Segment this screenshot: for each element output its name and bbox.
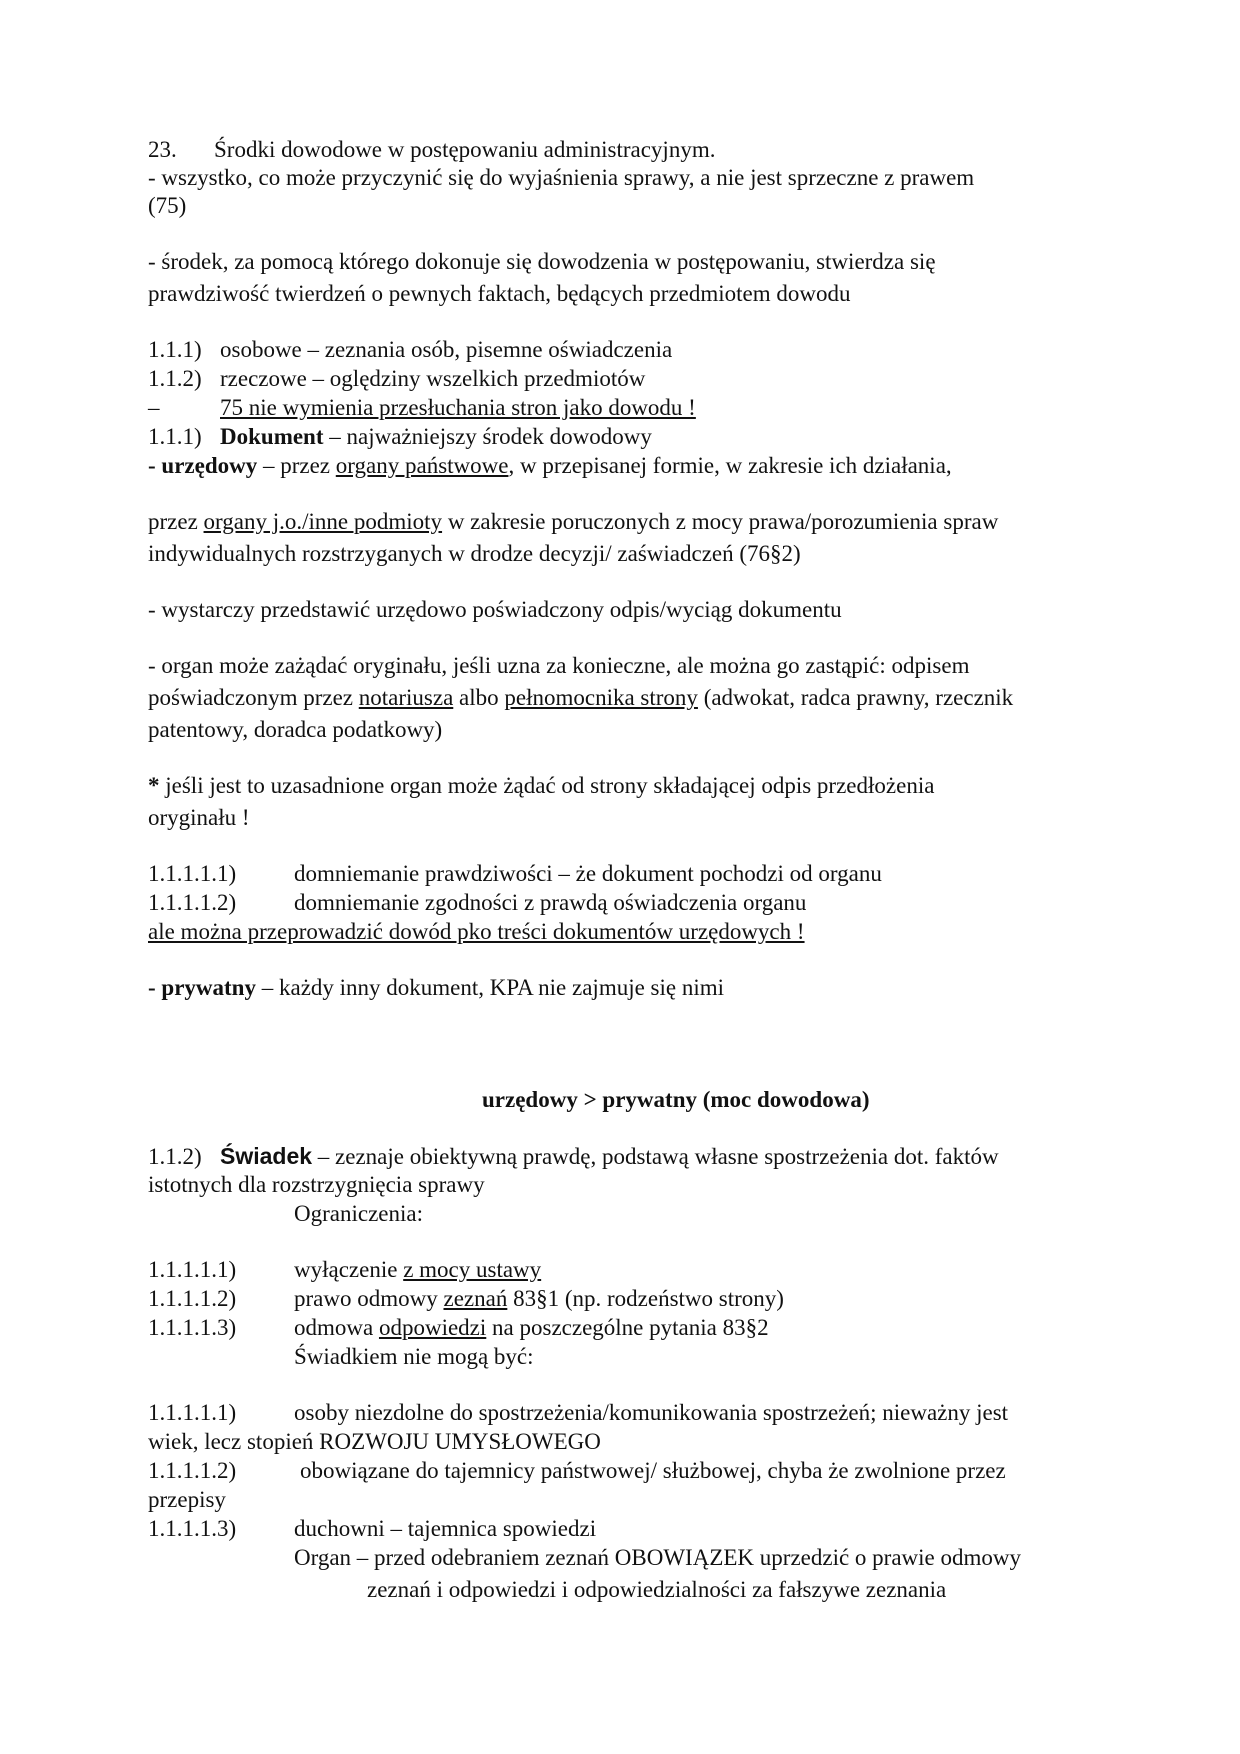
srodek-line-2: prawdziwość twierdzeń o pewnych faktach, będących przedmiotem dowodu bbox=[148, 281, 851, 306]
underlined-note: 75 nie wymienia przesłuchania stron jako dowodu ! bbox=[220, 395, 696, 420]
prywatny-label: - prywatny bbox=[148, 975, 256, 1000]
swiadek-line-1: 1.1.2) Świadek – zeznaje obiektywną prawdę, podstawą własne spostrzeżenia dot. faktów bbox=[148, 1143, 999, 1169]
presumption-note: ale można przeprowadzić dowód pko treści dokumentów urzędowych ! bbox=[148, 919, 805, 944]
list-item: – 75 nie wymienia przesłuchania stron jako dowodu ! bbox=[148, 395, 696, 420]
cannot-title: Świadkiem nie mogą być: bbox=[294, 1344, 534, 1369]
list-item-continued: wiek, lecz stopień ROZWOJU UMYSŁOWEGO bbox=[148, 1429, 601, 1454]
limits-title: Ograniczenia: bbox=[294, 1201, 423, 1226]
definition-line-2: (75) bbox=[148, 193, 187, 218]
definition-line-1: - wszystko, co może przyczynić się do wyjaśnienia sprawy, a nie jest sprzeczne z prawem bbox=[148, 165, 975, 190]
list-item-continued: przepisy bbox=[148, 1487, 226, 1512]
note-line-1: * jeśli jest to uzasadnione organ może żądać od strony składającej odpis przedłożenia bbox=[148, 773, 935, 798]
list-item: 1.1.1.1.1) wyłączenie z mocy ustawy bbox=[148, 1257, 542, 1282]
organ-line-3: patentowy, doradca podatkowy) bbox=[148, 717, 443, 742]
list-item: 1.1.1.1.3) odmowa odpowiedzi na poszczególne pytania 83§2 bbox=[148, 1315, 769, 1340]
dokument-line: 1.1.1) Dokument – najważniejszy środek dowodowy bbox=[148, 424, 652, 449]
urzedowy-label: - urzędowy bbox=[148, 453, 258, 478]
list-item: 1.1.1.1.1) osoby niezdolne do spostrzeżenia/komunikowania spostrzeżeń; nieważny jest bbox=[148, 1400, 1009, 1425]
urzedowy-line-2: przez organy j.o./inne podmioty w zakresie poruczonych z mocy prawa/porozumienia spraw bbox=[148, 509, 999, 534]
note-line-2: oryginału ! bbox=[148, 805, 250, 830]
final-line-1: Organ – przed odebraniem zeznań OBOWIĄZEK uprzedzić o prawie odmowy bbox=[294, 1545, 1021, 1570]
section-title: Środki dowodowe w postępowaniu administracyjnym. bbox=[214, 137, 716, 162]
list-item: 1.1.1.1.2) obowiązane do tajemnicy państwowej/ służbowej, chyba że zwolnione przez bbox=[148, 1458, 1006, 1483]
list-item: 1.1.1.1.2) prawo odmowy zeznań 83§1 (np. rodzeństwo strony) bbox=[148, 1286, 784, 1311]
list-item: 1.1.2) rzeczowe – oględziny wszelkich przedmiotów bbox=[148, 366, 646, 391]
swiadek-line-2: istotnych dla rozstrzygnięcia sprawy bbox=[148, 1172, 485, 1197]
section-heading bbox=[148, 136, 715, 164]
prywatny-line: - prywatny – każdy inny dokument, KPA nie zajmuje się nimi bbox=[148, 975, 725, 1000]
asterisk: * bbox=[148, 773, 160, 798]
srodek-line-1: - środek, za pomocą którego dokonuje się dowodzenia w postępowaniu, stwierdza się bbox=[148, 249, 936, 274]
organ-line-1: - organ może zażądać oryginału, jeśli uzna za konieczne, ale można go zastąpić: odpisem bbox=[148, 653, 970, 678]
wystarczy-line: - wystarczy przedstawić urzędowo poświadczony odpis/wyciąg dokumentu bbox=[148, 597, 842, 622]
list-item: 1.1.1) osobowe – zeznania osób, pisemne oświadczenia bbox=[148, 337, 673, 362]
urzedowy-line-3: indywidualnych rozstrzyganych w drodze decyzji/ zaświadczeń (76§2) bbox=[148, 541, 801, 566]
list-item: 1.1.1.1.2) domniemanie zgodności z prawdą oświadczenia organu bbox=[148, 890, 807, 915]
swiadek-label: Świadek bbox=[220, 1143, 313, 1169]
section-number: 23. bbox=[148, 137, 177, 162]
list-item: 1.1.1.1.1) domniemanie prawdziwości – że dokument pochodzi od organu bbox=[148, 861, 882, 886]
comparison-heading: urzędowy > prywatny (moc dowodowa) bbox=[482, 1087, 870, 1112]
list-item: 1.1.1.1.3) duchowni – tajemnica spowiedzi bbox=[148, 1516, 597, 1541]
organ-line-2: poświadczonym przez notariusza albo pełnomocnika strony (adwokat, radca prawny, rzecznik bbox=[148, 685, 1014, 710]
dokument-label: Dokument bbox=[220, 424, 324, 449]
final-line-2: zeznań i odpowiedzi i odpowiedzialności za fałszywe zeznania bbox=[367, 1577, 947, 1602]
urzedowy-line-1: - urzędowy – przez organy państwowe, w przepisanej formie, w zakresie ich działania, bbox=[148, 453, 952, 478]
